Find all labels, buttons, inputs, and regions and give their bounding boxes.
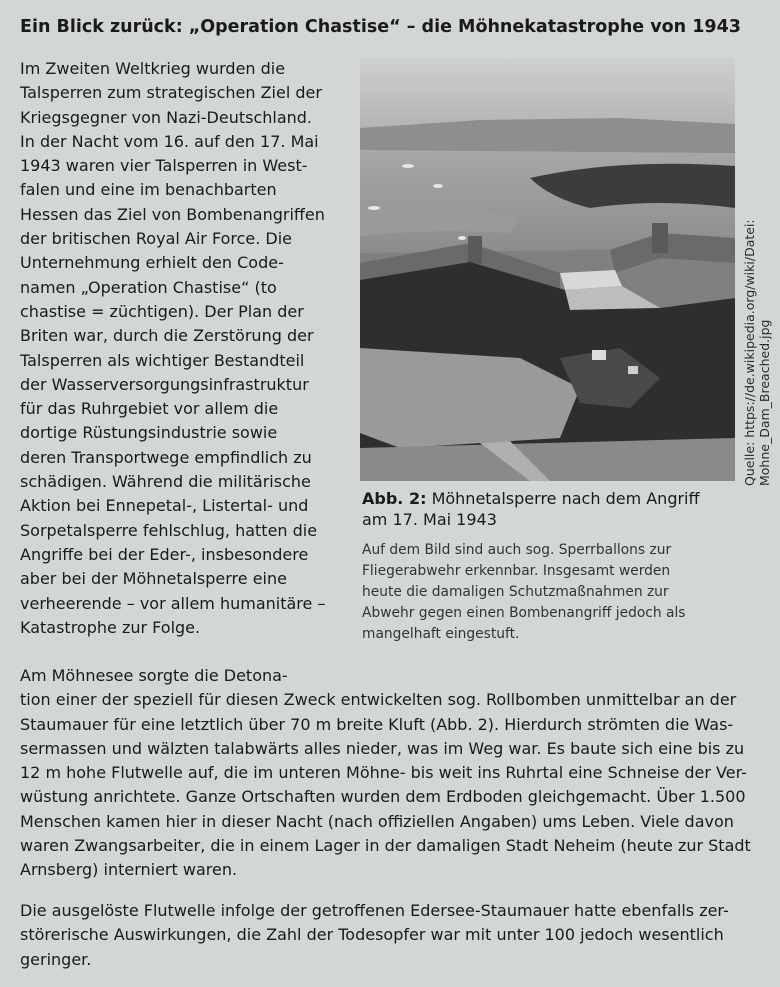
caption-line: Fliegerabwehr erkennbar. Insgesamt werden [362, 563, 671, 579]
credit-line: Quelle: https://de.wikipedia.org/wiki/Datei: [742, 219, 757, 486]
text-line: schädigen. Während die militärische [20, 472, 311, 492]
text-line: Sorpetalsperre fehlschlug, hatten die [20, 520, 318, 540]
text-line: störerische Auswirkungen, die Zahl der Todesopfer war mit unter 100 jedoch wesentlich [20, 925, 724, 945]
text-line: Aktion bei Ennepetal-, Listertal- und [20, 496, 309, 516]
text-line: Im Zweiten Weltkrieg wurden die [20, 59, 286, 78]
caption-line: mangelhaft eingestuft. [362, 626, 520, 642]
text-line: wüstung anrichtete. Ganze Ortschaften wurden dem Erdboden gleichgemacht. Über 1.500 [20, 787, 746, 807]
text-line: Talsperren zum strategischen Ziel der [20, 83, 322, 103]
caption-line: Auf dem Bild sind auch sog. Sperrballons zur [362, 542, 672, 558]
photo-credit-text [742, 186, 772, 486]
text-line: Menschen kamen hier in dieser Nacht (nach offiziellen Angaben) ums Leben. Viele davon [20, 811, 734, 831]
page-heading: Ein Blick zurück: „Operation Chastise“ – die Möhnekatastrophe von 1943 [20, 17, 741, 37]
figure-title [362, 488, 742, 530]
text-line: Briten war, durch die Zerstörung der [20, 326, 314, 346]
paragraph-2 [20, 664, 765, 883]
text-line: Kriegsgegner von Nazi-Deutschland. [20, 107, 313, 127]
text-line: 1943 waren vier Talsperren in West- [20, 156, 308, 176]
text-line: Staumauer für eine letztlich über 70 m breite Kluft (Abb. 2). Hierdurch strömten die Was- [20, 714, 734, 734]
text-line: Angriffe bei der Eder-, insbesondere [20, 544, 309, 564]
text-line: tion einer der speziell für diesen Zweck entwickelten sog. Rollbomben unmittelbar an der [20, 690, 737, 710]
text-line: Arnsberg) interniert waren. [20, 860, 238, 880]
text-line: In der Nacht vom 16. auf den 17. Mai [20, 131, 319, 151]
credit-line: Mohne_Dam_Breached.jpg [757, 319, 772, 486]
text-line: Hessen das Ziel von Bombenangriffen [20, 204, 325, 224]
text-line: 12 m hohe Flutwelle auf, die im unteren Möhne- bis weit ins Ruhrtal eine Schneise der Ver- [20, 763, 747, 783]
text-line: Unternehmung erhielt den Code- [20, 253, 284, 273]
text-line: aber bei der Möhnetalsperre eine [20, 569, 287, 589]
paragraph-1 [20, 57, 350, 640]
figure-title-line: Möhnetalsperre nach dem Angriff [431, 489, 700, 508]
text-line: der britischen Royal Air Force. Die [20, 229, 293, 249]
text-line: der Wasserversorgungsinfrastruktur [20, 374, 309, 394]
caption-line: heute die damaligen Schutzmaßnahmen zur [362, 584, 669, 600]
figure-title-line: am 17. Mai 1943 [362, 510, 497, 529]
text-line: namen „Operation Chastise“ (to [20, 277, 277, 297]
text-line: deren Transportwege empfindlich zu [20, 447, 312, 467]
text-line: Katastrophe zur Folge. [20, 617, 201, 637]
text-line: Am Möhnesee sorgte die Detona- [20, 666, 288, 685]
text-line: dortige Rüstungsindustrie sowie [20, 423, 278, 443]
text-line: Die ausgelöste Flutwelle infolge der getroffenen Edersee-Staumauer hatte ebenfalls zer- [20, 901, 729, 920]
photo-credit [742, 186, 774, 486]
text-line: für das Ruhrgebiet vor allem die [20, 399, 279, 419]
text-line: chastise = züchtigen). Der Plan der [20, 301, 304, 321]
text-line: geringer. [20, 949, 92, 969]
text-line: verheerende – vor allem humanitäre – [20, 593, 326, 613]
dam-photo-illustration [360, 58, 735, 481]
text-line: falen und eine im benachbarten [20, 180, 277, 200]
caption-line: Abwehr gegen einen Bombenangriff jedoch als [362, 605, 686, 621]
text-line: waren Zwangsarbeiter, die in einem Lager in der damaligen Stadt Neheim (heute zur Stadt [20, 836, 751, 856]
text-line: Talsperren als wichtiger Bestandteil [20, 350, 305, 370]
dam-photo [360, 58, 735, 481]
text-line: sermassen und wälzten talabwärts alles nieder, was im Weg war. Es baute sich eine bis zu [20, 738, 745, 758]
paragraph-3 [20, 899, 765, 972]
figure-caption [362, 540, 752, 645]
figure-label: Abb. 2: [362, 489, 427, 508]
